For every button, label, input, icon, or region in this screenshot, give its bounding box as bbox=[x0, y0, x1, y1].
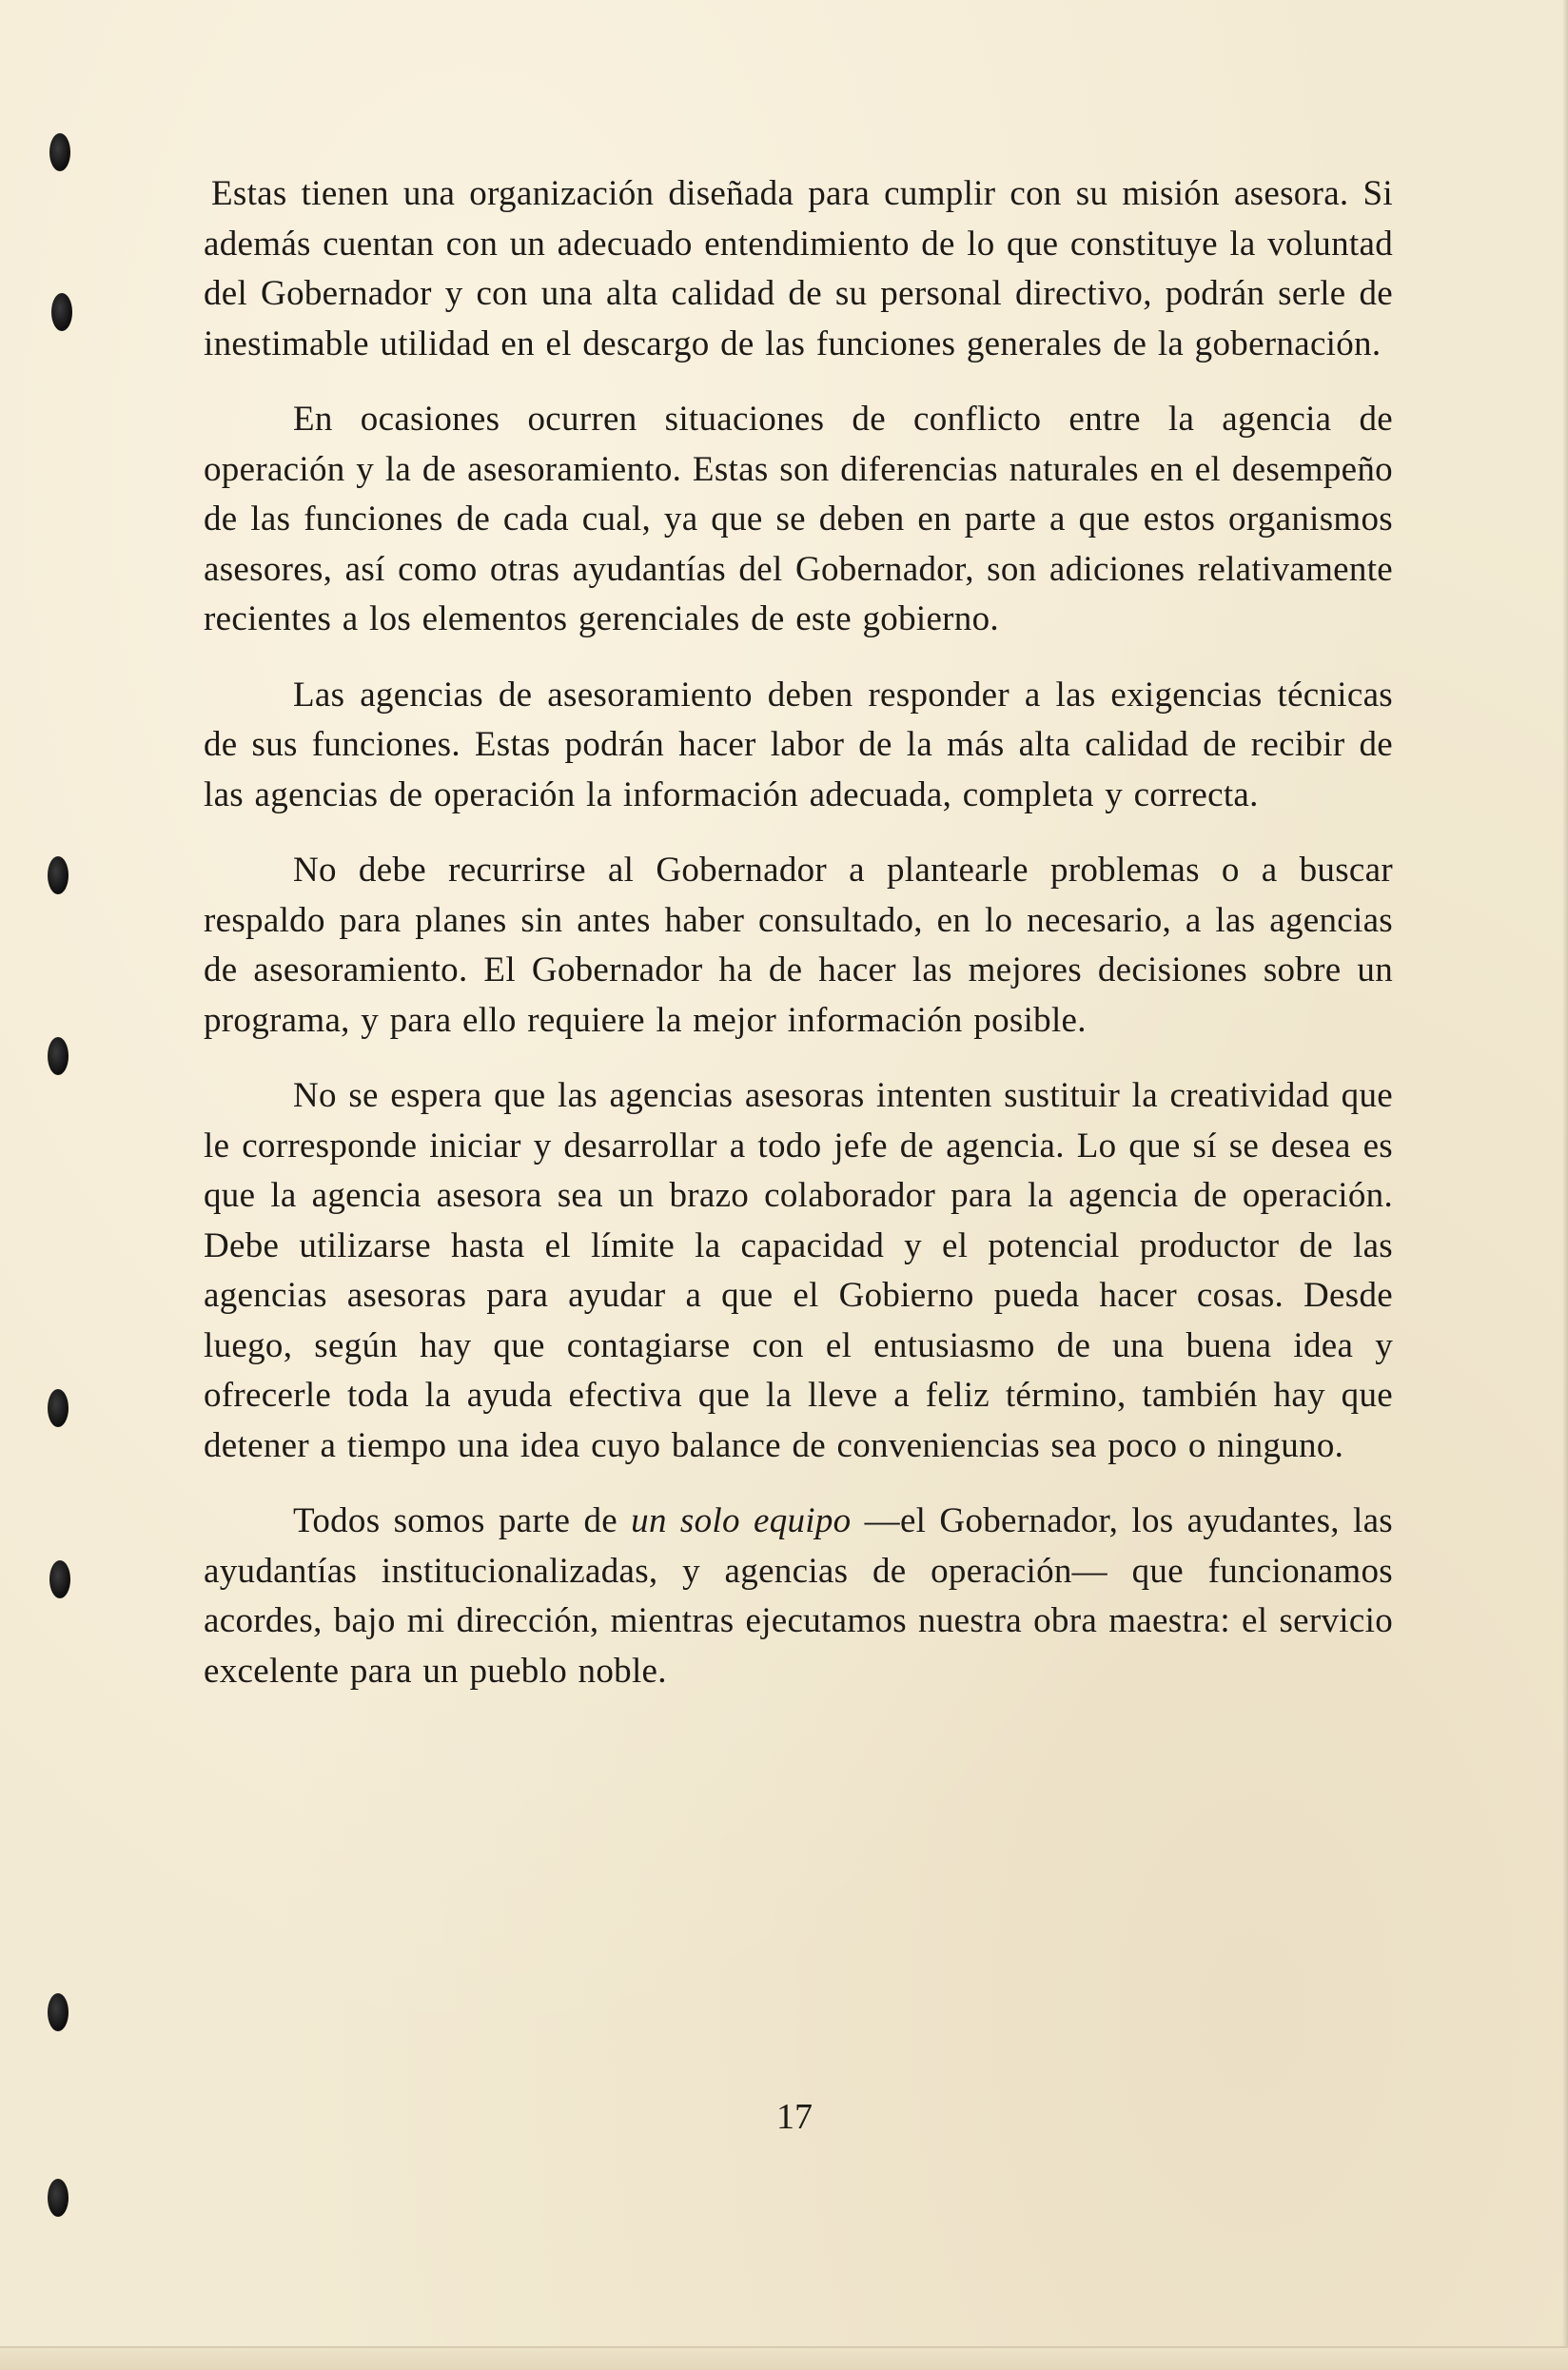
paragraph-4: No debe recurrirse al Gobernador a plantearle problemas o a buscar respaldo para planes sin antes haber consultado, en lo necesario, a las agencias de asesoramiento. El Gobernador ha de hacer las mejores decisiones sobre un programa, y para ello requiere la mejor información posible. bbox=[204, 851, 1393, 1040]
page-number: 17 bbox=[776, 2097, 813, 2137]
body-text bbox=[204, 169, 1393, 1722]
binding-hole-7 bbox=[48, 1993, 69, 2031]
paragraph-5: No se espera que las agencias asesoras intenten sustituir la creatividad que le corresponde iniciar y desarrollar a todo jefe de agencia. Lo que sí se desea es que la agencia asesora sea un brazo colaborador para la agencia de operación. Debe utilizarse hasta el límite la capacidad y el potencial productor de las agencias asesoras para ayudar a que el Gobierno pueda hacer cosas. Desde luego, según hay que contagiarse con el entusiasmo de una buena idea y ofrecerle toda la ayuda efectiva que la lleve a feliz término, también hay que detener a tiempo una idea cuyo balance de conveniencias sea poco o ninguno. bbox=[204, 1076, 1393, 1465]
binding-hole-1 bbox=[49, 133, 70, 171]
paragraph-3: Las agencias de asesoramiento deben responder a las exigencias técnicas de sus funciones. Estas podrán hacer labor de la más alta calidad de recibir de las agencias de operación la información adecuada, completa y correcta. bbox=[204, 675, 1393, 814]
binding-hole-8 bbox=[48, 2179, 69, 2217]
page-edge-shadow bbox=[1562, 0, 1568, 2368]
paragraph-6-emphasis: un solo equipo bbox=[631, 1501, 852, 1540]
page-bottom-edge bbox=[0, 2346, 1568, 2370]
binding-hole-2 bbox=[51, 293, 72, 331]
binding-hole-3 bbox=[48, 856, 69, 894]
paragraph-1: Estas tienen una organización diseñada para cumplir con su misión asesora. Si además cuentan con un adecuado entendimiento de lo que constituye la voluntad del Gobernador y con una alta calidad de su personal directivo, podrán serle de inestimable utilidad en el descargo de las funciones generales de la gobernación. bbox=[204, 174, 1393, 363]
paragraph-6 bbox=[204, 1497, 1393, 1696]
paragraph-6-start: Todos somos parte de bbox=[293, 1501, 632, 1540]
binding-hole-6 bbox=[49, 1560, 70, 1598]
paragraph-6-end: —el Gobernador, los ayudantes, las ayudantías institucionalizadas, y agencias de operación— que funcionamos acordes, bajo mi dirección, mientras ejecutamos nuestra obra maestra: el servicio excelente para un pueblo noble. bbox=[204, 1501, 1393, 1691]
binding-hole-5 bbox=[48, 1389, 69, 1427]
paragraph-2: En ocasiones ocurren situaciones de conflicto entre la agencia de operación y la de asesoramiento. Estas son diferencias naturales en el desempeño de las funciones de cada cual, ya que se deben en parte a que estos organismos asesores, así como otras ayudantías del Gobernador, son adiciones relativamente recientes a los elementos gerenciales de este gobierno. bbox=[204, 400, 1393, 638]
binding-hole-4 bbox=[48, 1037, 69, 1075]
